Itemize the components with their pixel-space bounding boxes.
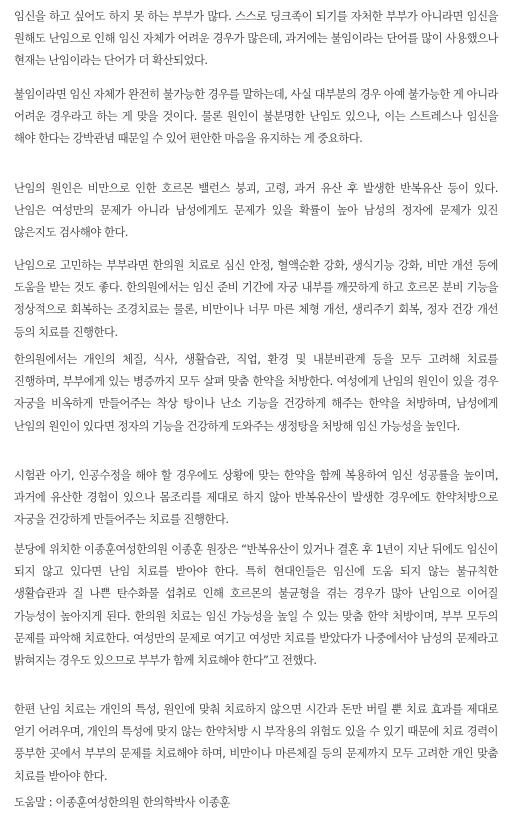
article-paragraph-3: 난임의 원인은 비만으로 인한 호르몬 밸런스 붕괴, 고령, 과거 유산 후 발생한 반복유산 등이 있다. 난임은 여성만의 문제가 아니라 남성에게도 문제가 있을 확률이 높아 남성의 정자에 문제가 있진 않은지도 검사해야 한다.: [14, 182, 498, 240]
article-paragraph-2: 불임이라면 임신 자체가 완전히 불가능한 경우를 말하는데, 사실 대부분의 경우 아예 불가능한 게 아니라 어려운 경우라고 하는 게 맞을 것이다. 물론 원인이 불분명한 난임도 있으나, 이는 스트레스나 임신을 해야 한다는 강박관념 때문일 수 있어 편안한 마음을 유지하는 게 중요하다.: [14, 88, 498, 146]
article-paragraph-6: 시험관 아기, 인공수정을 해야 할 경우에도 상황에 맞는 한약을 함께 복용하여 임신 성공률을 높이며, 과거에 유산한 경험이 있으나 몸조리를 제대로 하지 않아 반복유산이 발생한 경우에도 한약처방으로 자궁을 건강하게 만들어주는 치료를 진행한다.: [14, 469, 498, 527]
article-credit: 도움말 : 이종훈여성한의원 한의학박사 이종훈: [14, 796, 230, 809]
article-paragraph-5: 한의원에서는 개인의 체질, 식사, 생활습관, 직업, 환경 및 내분비관계 등을 모두 고려해 치료를 진행하며, 부부에게 있는 병증까지 모두 살펴 맞춤 한약을 처방한다. 여성에게 난임의 원인이 있을 경우 자궁을 비옥하게 만들어주는 착상 탕이나 난소 기능을 건강하게 해주는 한약을 처방하며, 남성에게 난임의 원인이 있다면 정자의 기능을 건강하게 도와주는 생정탕을 처방해 임신 가능성을 높인다.: [14, 353, 498, 433]
article-paragraph-4: 난임으로 고민하는 부부라면 한의원 치료로 심신 안정, 혈액순환 강화, 생식기능 강화, 비만 개선 등에 도움을 받는 것도 좋다. 한의원에서는 임신 준비 기간에 자궁 내부를 깨끗하게 하고 호르몬 분비 기능을 정상적으로 회복하는 조경치료는 물론, 비만이나 너무 마른 체형 개선, 생리주기 회복, 정자 건강 개선 등의 치료를 진행한다.: [14, 259, 498, 339]
article-paragraph-7: 분당에 위치한 이종훈여성한의원 이종훈 원장은 “반복유산이 있거나 결혼 후 1년이 지난 뒤에도 임신이 되지 않고 있다면 난임 치료를 받아야 한다. 특히 현대인들은 임신에 도움 되지 않는 불규칙한 생활습관과 질 나쁜 탄수화물 섭취로 인해 호르몬의 불균형을 겪는 경우가 많아 난임으로 이어질 가능성이 높아지게 된다. 한의원 치료는 임신 가능성을 높일 수 있는 맞춤 한약 처방이며, 부부 모두의 문제를 파악해 치료한다. 여성만의 문제로 여기고 여성만 치료를 받았다가 나중에서야 남성의 문제라고 밝혀지는 경우도 있으므로 부부가 함께 치료해야 한다”고 전했다.: [14, 543, 498, 668]
article-paragraph-8: 한편 난임 치료는 개인의 특성, 원인에 맞춰 치료하지 않으면 시간과 돈만 버릴 뿐 치료 효과를 제대로 얻기 어려우며, 개인의 특성에 맞지 않는 한약처방 시 부작용의 위험도 있을 수 있기 때문에 치료 경력이 풍부한 곳에서 부부의 문제를 치료해야 하며, 비만이나 마른체질 등의 문제까지 모두 고려한 개인 맞춤 치료를 받아야 한다.: [14, 703, 498, 783]
article-paragraph-1: 임신을 하고 싶어도 하지 못 하는 부부가 많다. 스스로 딩크족이 되기를 자처한 부부가 아니라면 임신을 원해도 난임으로 인해 임신 자체가 어려운 경우가 많은데, 과거에는 불임이라는 단어를 많이 사용했으나 현재는 난임이라는 단어가 더 확산되었다.: [14, 10, 498, 68]
